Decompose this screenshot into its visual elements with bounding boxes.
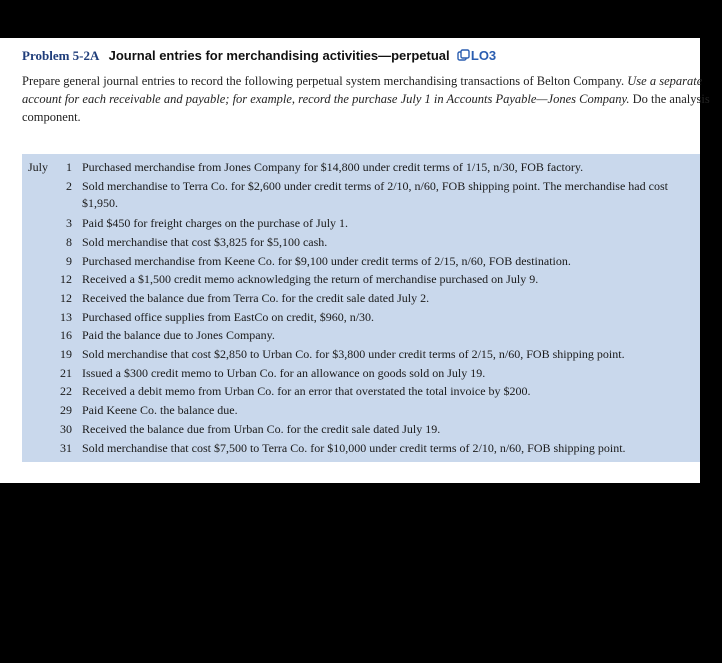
- month-label: July: [28, 160, 49, 174]
- transaction-description: Sold merchandise that cost $3,825 for $5,100 cash.: [82, 234, 328, 249]
- transaction-day: 31: [60, 440, 72, 455]
- learning-objective-link[interactable]: [457, 48, 496, 63]
- transaction-day: 29: [60, 403, 72, 418]
- problem-title: Journal entries for merchandising activities—perpetual: [108, 48, 450, 63]
- transaction-description: Sold merchandise that cost $2,850 to Urban Co. for $3,800 under credit terms of 2/15, n/60, FOB shipping point.: [82, 347, 625, 361]
- textbook-page: [0, 38, 710, 483]
- problem-header: [22, 48, 496, 65]
- problem-number: Problem 5-2A: [22, 48, 100, 63]
- transaction-description: Paid $450 for freight charges on the purchase of July 1.: [82, 216, 349, 231]
- transaction-day: 12: [60, 290, 72, 305]
- instructions-italic: Use a separate: [627, 74, 703, 88]
- learning-objective-label: LO3: [470, 48, 497, 63]
- transaction-description: Issued a $300 credit memo to Urban Co. for an allowance on goods sold on July 19.: [82, 365, 486, 380]
- transaction-day: 9: [66, 253, 72, 268]
- transaction-description-continued: $1,950.: [82, 196, 118, 211]
- transaction-description: Purchased office supplies from EastCo on credit, $960, n/30.: [82, 309, 375, 324]
- link-icon: [457, 49, 470, 65]
- instructions: [22, 72, 722, 126]
- transaction-day: 1: [66, 160, 72, 174]
- transaction-description: Purchased merchandise from Keene Co. for $9,100 under credit terms of 2/15, n/60, FOB destination.: [82, 253, 571, 268]
- transaction-day: 16: [60, 328, 72, 343]
- transaction-description: Sold merchandise to Terra Co. for $2,600 under credit terms of 2/10, n/60, FOB shipping point. The merchandise had cost: [82, 178, 668, 193]
- transaction-day: 3: [66, 216, 72, 231]
- transaction-description: Paid the balance due to Jones Company.: [82, 328, 275, 343]
- transactions-table: [22, 154, 700, 462]
- instructions-text: Do the analysis: [632, 92, 710, 106]
- instructions-text: component.: [22, 110, 81, 124]
- transaction-day: 22: [60, 384, 72, 399]
- transaction-day: 19: [60, 347, 72, 361]
- transaction-description: Sold merchandise that cost $7,500 to Terra Co. for $10,000 under credit terms of 2/10, n/60, FOB shipping point.: [82, 440, 626, 455]
- transaction-day: 21: [60, 365, 72, 380]
- transaction-description: Received the balance due from Urban Co. for the credit sale dated July 19.: [82, 421, 441, 436]
- transaction-description: Paid Keene Co. the balance due.: [82, 403, 238, 418]
- transaction-description: Purchased merchandise from Jones Company for $14,800 under credit terms of 1/15, n/30, FOB factory.: [82, 160, 584, 174]
- transaction-day: 13: [60, 309, 72, 324]
- transaction-day: 30: [60, 421, 72, 436]
- transaction-day: 12: [60, 272, 72, 287]
- transaction-description: Received a debit memo from Urban Co. for an error that overstated the total invoice by $200.: [82, 384, 531, 399]
- transaction-day: 2: [66, 178, 72, 193]
- transaction-description: Received the balance due from Terra Co. for the credit sale dated July 2.: [82, 290, 430, 305]
- transaction-description: Received a $1,500 credit memo acknowledging the return of merchandise purchased on July 9.: [82, 272, 539, 287]
- instructions-text: Prepare general journal entries to record the following perpetual system merchandising transactions of Belton Company.: [22, 74, 625, 88]
- instructions-italic: account for each receivable and payable; for example, record the purchase July 1 in Accounts Payable—Jones Company.: [22, 92, 630, 106]
- transaction-day: 8: [66, 234, 72, 249]
